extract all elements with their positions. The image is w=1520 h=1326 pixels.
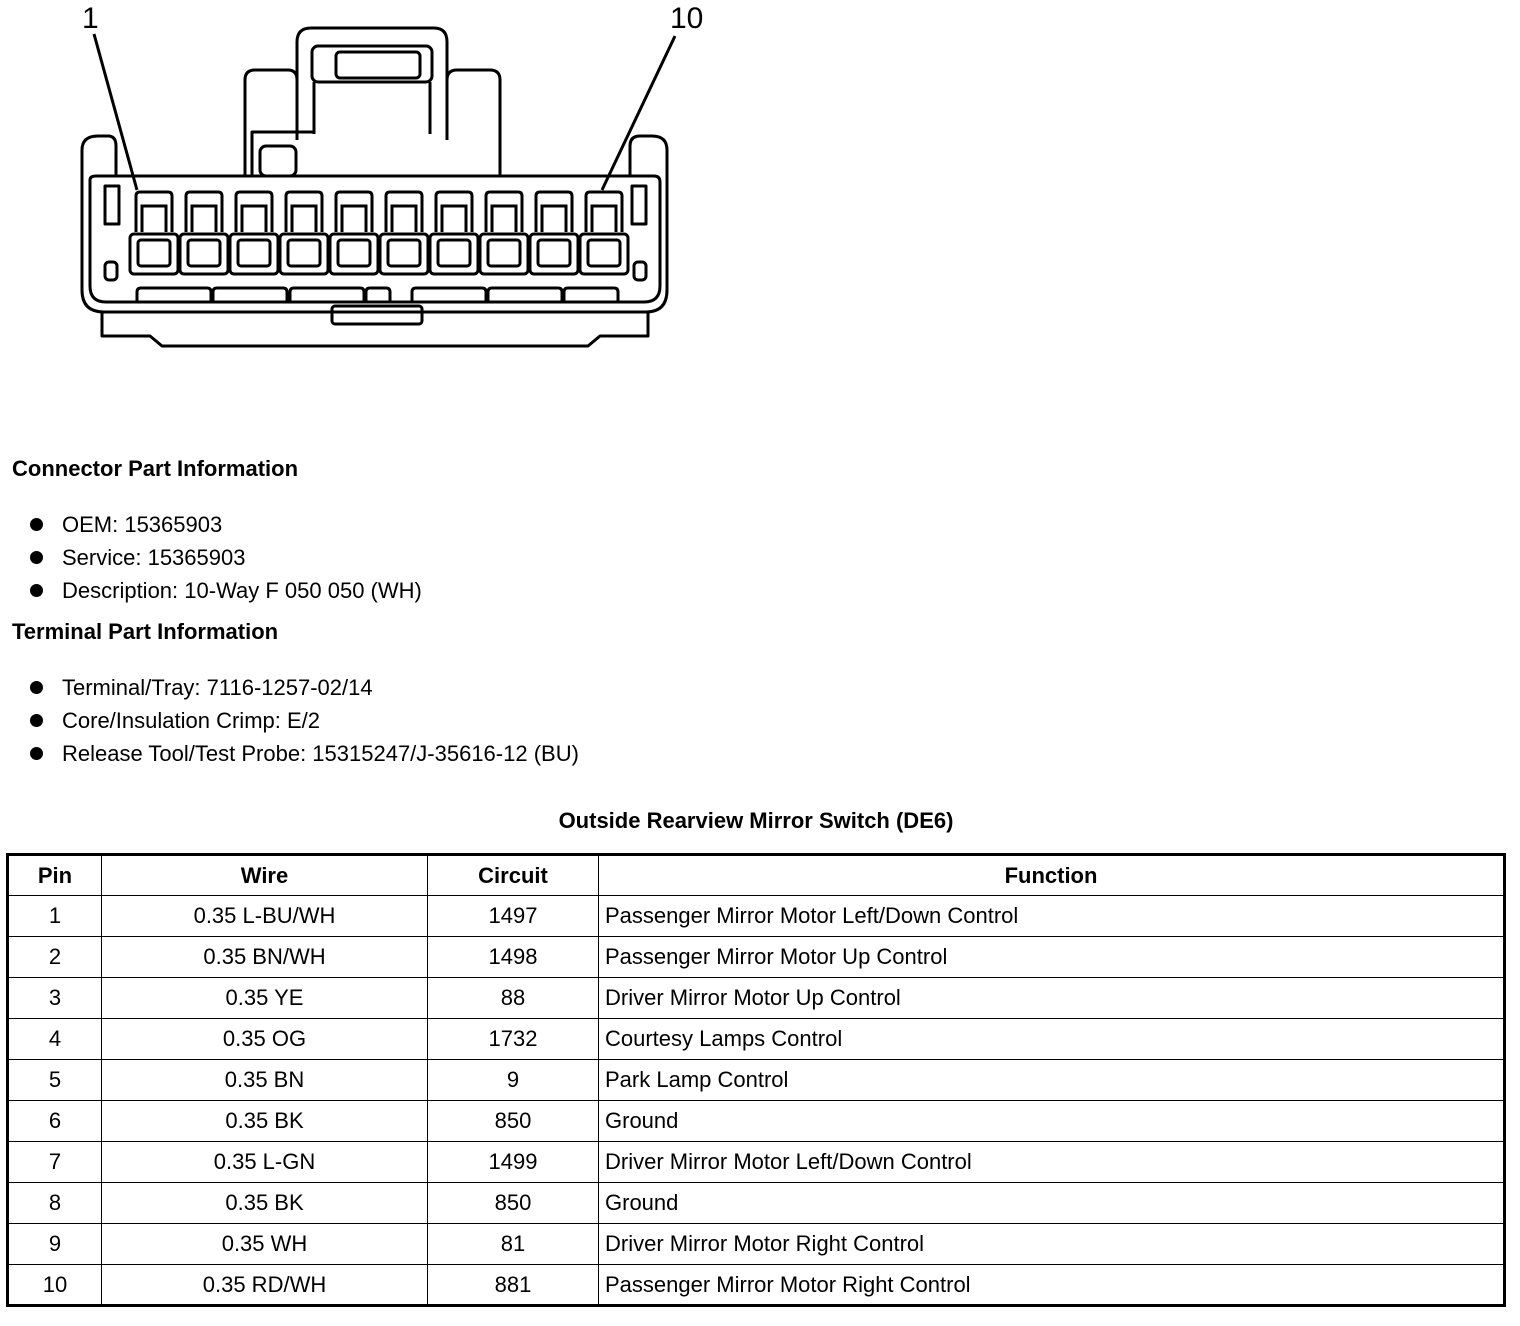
cell-wire: 0.35 L-BU/WH [102, 896, 428, 937]
list-item: Core/Insulation Crimp: E/2 [28, 704, 579, 737]
cell-circuit: 1497 [428, 896, 599, 937]
terminal-cavity [530, 192, 578, 274]
cell-circuit: 88 [428, 978, 599, 1019]
cell-pin: 8 [8, 1183, 102, 1224]
pin-label-1: 1 [82, 2, 99, 35]
connector-diagram [0, 0, 760, 360]
table-header-row [8, 855, 1505, 896]
cell-wire: 0.35 WH [102, 1224, 428, 1265]
leader-line-pin-10 [602, 36, 675, 190]
terminal-cavity [180, 192, 228, 274]
bullet-icon [30, 584, 43, 597]
cell-circuit: 1498 [428, 937, 599, 978]
cell-function: Passenger Mirror Motor Left/Down Control [599, 896, 1505, 937]
cell-function: Passenger Mirror Motor Up Control [599, 937, 1505, 978]
terminal-info-heading: Terminal Part Information [12, 619, 279, 644]
table-row [8, 1224, 1505, 1265]
terminal-cavity [330, 192, 378, 274]
cell-pin: 1 [8, 896, 102, 937]
terminal-cavity [280, 192, 328, 274]
table-row [8, 937, 1505, 978]
cell-function: Ground [599, 1101, 1505, 1142]
bullet-icon [30, 681, 43, 694]
pin-label-10: 10 [670, 2, 704, 35]
cell-circuit: 850 [428, 1183, 599, 1224]
list-item: Release Tool/Test Probe: 15315247/J-35616-12 (BU) [28, 737, 579, 770]
cell-wire: 0.35 YE [102, 978, 428, 1019]
cell-function: Driver Mirror Motor Left/Down Control [599, 1142, 1505, 1183]
terminal-cavity [380, 192, 428, 274]
cell-wire: 0.35 RD/WH [102, 1265, 428, 1306]
cell-wire: 0.35 BK [102, 1101, 428, 1142]
cell-circuit: 881 [428, 1265, 599, 1306]
table-row [8, 1265, 1505, 1306]
cell-pin: 5 [8, 1060, 102, 1101]
terminal-cavity [580, 192, 628, 274]
cell-circuit: 1499 [428, 1142, 599, 1183]
connector-info-heading: Connector Part Information [12, 456, 299, 481]
cell-circuit: 9 [428, 1060, 599, 1101]
cell-pin: 9 [8, 1224, 102, 1265]
table-row [8, 1019, 1505, 1060]
cell-wire: 0.35 BN/WH [102, 937, 428, 978]
cell-pin: 10 [8, 1265, 102, 1306]
cell-pin: 2 [8, 937, 102, 978]
cell-pin: 7 [8, 1142, 102, 1183]
table-row [8, 896, 1505, 937]
list-item: Terminal/Tray: 7116-1257-02/14 [28, 671, 579, 704]
terminal-cavity [230, 192, 278, 274]
cell-pin: 3 [8, 978, 102, 1019]
cell-wire: 0.35 BK [102, 1183, 428, 1224]
terminal-cavity [430, 192, 478, 274]
table-row [8, 978, 1505, 1019]
cell-pin: 4 [8, 1019, 102, 1060]
terminal-cavity [480, 192, 528, 274]
cell-function: Driver Mirror Motor Right Control [599, 1224, 1505, 1265]
cell-pin: 6 [8, 1101, 102, 1142]
terminal-cavity [130, 192, 178, 274]
terminal-info-list [28, 671, 579, 770]
pinout-table [6, 853, 1506, 1307]
table-title: Outside Rearview Mirror Switch (DE6) [558, 808, 954, 833]
table-row [8, 1142, 1505, 1183]
header-wire: Wire [102, 855, 428, 896]
table-row [8, 1101, 1505, 1142]
cell-circuit: 1732 [428, 1019, 599, 1060]
cell-wire: 0.35 OG [102, 1019, 428, 1060]
list-item: OEM: 15365903 [28, 508, 422, 541]
cell-circuit: 850 [428, 1101, 599, 1142]
bullet-icon [30, 747, 43, 760]
header-circuit: Circuit [428, 855, 599, 896]
cell-function: Passenger Mirror Motor Right Control [599, 1265, 1505, 1306]
cell-circuit: 81 [428, 1224, 599, 1265]
cell-function: Courtesy Lamps Control [599, 1019, 1505, 1060]
cell-function: Driver Mirror Motor Up Control [599, 978, 1505, 1019]
bullet-icon [30, 518, 43, 531]
table-row [8, 1060, 1505, 1101]
list-item: Description: 10-Way F 050 050 (WH) [28, 574, 422, 607]
cell-function: Park Lamp Control [599, 1060, 1505, 1101]
connector-info-list [28, 508, 422, 607]
table-row [8, 1183, 1505, 1224]
cell-wire: 0.35 BN [102, 1060, 428, 1101]
header-pin: Pin [8, 855, 102, 896]
bullet-icon [30, 714, 43, 727]
list-item: Service: 15365903 [28, 541, 422, 574]
cell-function: Ground [599, 1183, 1505, 1224]
cell-wire: 0.35 L-GN [102, 1142, 428, 1183]
bullet-icon [30, 551, 43, 564]
header-function: Function [599, 855, 1505, 896]
